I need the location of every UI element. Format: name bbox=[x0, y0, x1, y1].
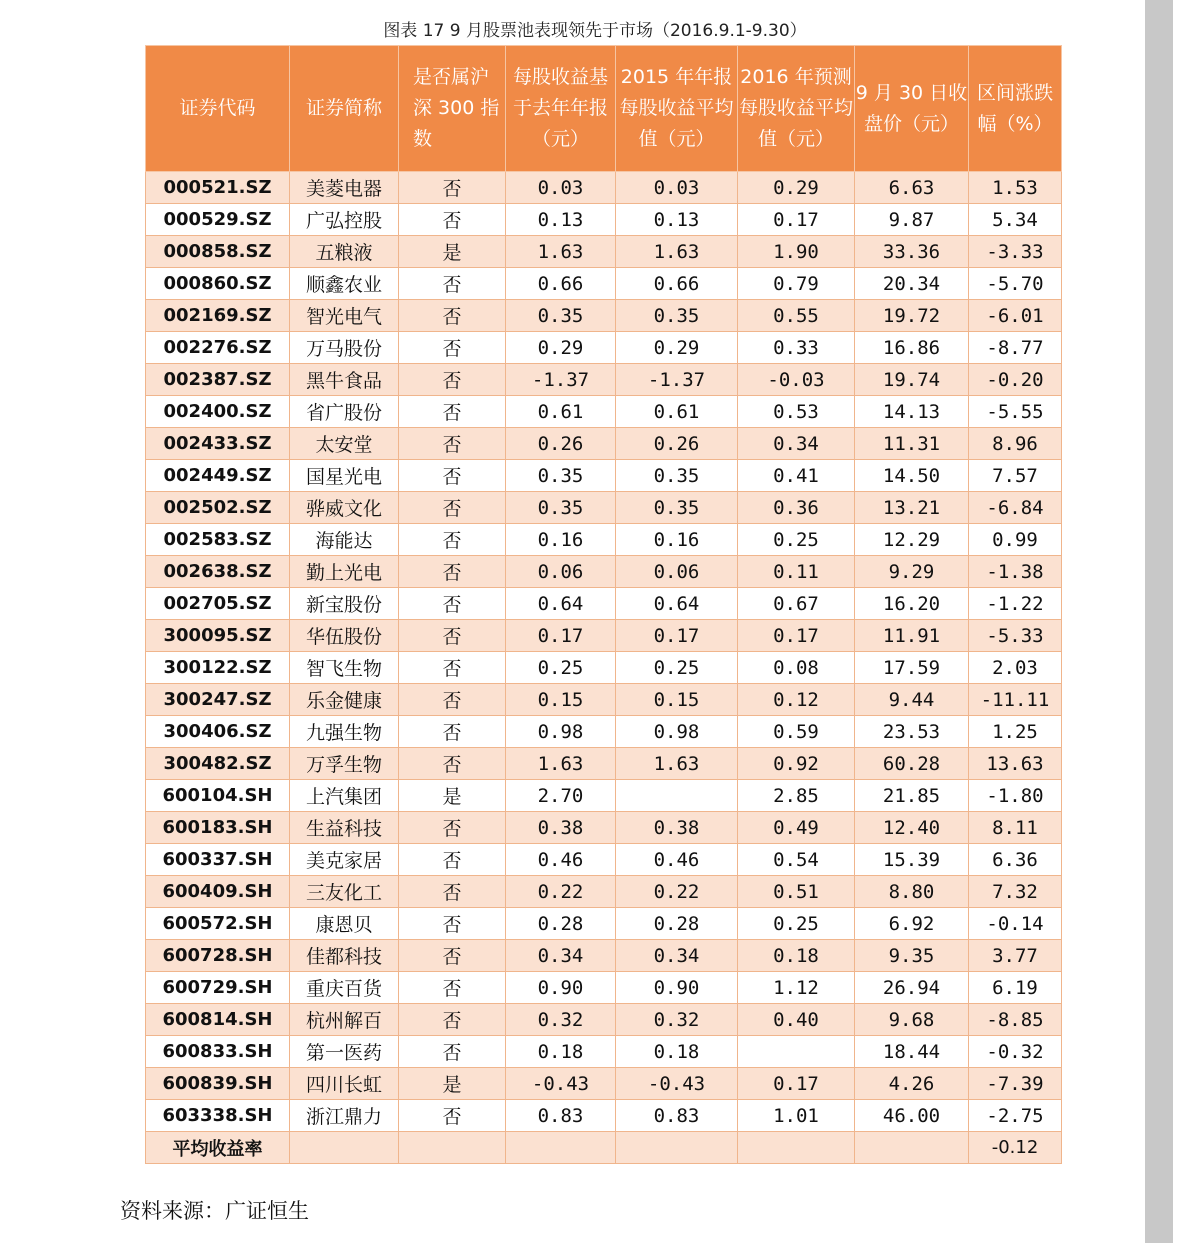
cell-eps-last-year: 0.38 bbox=[506, 812, 616, 844]
table-row bbox=[146, 876, 1062, 908]
cell-close-price: 60.28 bbox=[855, 748, 969, 780]
table-row bbox=[146, 972, 1062, 1004]
cell-code: 600337.SH bbox=[146, 844, 290, 876]
cell-change: 0.99 bbox=[969, 524, 1062, 556]
cell-name: 第一医药 bbox=[290, 1036, 399, 1068]
cell-eps-last-year: 0.17 bbox=[506, 620, 616, 652]
header-eps-last-year: 每股收益基于去年年报（元） bbox=[506, 46, 616, 172]
cell-close-price: 6.92 bbox=[855, 908, 969, 940]
cell-change: -8.77 bbox=[969, 332, 1062, 364]
cell-name: 万孚生物 bbox=[290, 748, 399, 780]
cell-eps-2016: 0.55 bbox=[738, 300, 855, 332]
cell-eps-2016: 0.79 bbox=[738, 268, 855, 300]
cell-eps-2015: 0.18 bbox=[616, 1036, 738, 1068]
header-close-price: 9 月 30 日收盘价（元） bbox=[855, 46, 969, 172]
table-row bbox=[146, 204, 1062, 236]
cell-code: 000858.SZ bbox=[146, 236, 290, 268]
cell-close-price: 18.44 bbox=[855, 1036, 969, 1068]
cell-name: 顺鑫农业 bbox=[290, 268, 399, 300]
cell-close-price: 16.20 bbox=[855, 588, 969, 620]
cell-name: 五粮液 bbox=[290, 236, 399, 268]
cell-eps-2015: -1.37 bbox=[616, 364, 738, 396]
table-row bbox=[146, 428, 1062, 460]
cell-change: -5.33 bbox=[969, 620, 1062, 652]
table-row bbox=[146, 556, 1062, 588]
table-row bbox=[146, 300, 1062, 332]
cell-eps-2015: 0.90 bbox=[616, 972, 738, 1004]
cell-eps-2015: 0.61 bbox=[616, 396, 738, 428]
table-row bbox=[146, 684, 1062, 716]
cell-close-price: 9.35 bbox=[855, 940, 969, 972]
cell-eps-last-year: 0.34 bbox=[506, 940, 616, 972]
average-value: -0.12 bbox=[969, 1132, 1062, 1164]
header-eps-2016: 2016 年预测每股收益平均值（元） bbox=[738, 46, 855, 172]
cell-eps-2016: 0.34 bbox=[738, 428, 855, 460]
header-hs300: 是否属沪 深 300 指数 bbox=[399, 46, 506, 172]
cell-close-price: 9.87 bbox=[855, 204, 969, 236]
cell-close-price: 14.50 bbox=[855, 460, 969, 492]
cell-hs300: 否 bbox=[399, 300, 506, 332]
cell-name: 太安堂 bbox=[290, 428, 399, 460]
cell-hs300: 否 bbox=[399, 716, 506, 748]
cell-hs300: 否 bbox=[399, 332, 506, 364]
cell-eps-2015: 0.26 bbox=[616, 428, 738, 460]
cell-eps-last-year: 0.03 bbox=[506, 172, 616, 204]
cell-eps-last-year: -1.37 bbox=[506, 364, 616, 396]
cell-code: 600839.SH bbox=[146, 1068, 290, 1100]
table-row bbox=[146, 236, 1062, 268]
table-row bbox=[146, 1068, 1062, 1100]
cell-eps-2015: 0.13 bbox=[616, 204, 738, 236]
cell-eps-2016: 0.08 bbox=[738, 652, 855, 684]
average-row bbox=[146, 1132, 1062, 1164]
scrollbar[interactable] bbox=[1145, 0, 1173, 1243]
table-row bbox=[146, 588, 1062, 620]
empty-cell bbox=[855, 1132, 969, 1164]
cell-eps-2016: 0.51 bbox=[738, 876, 855, 908]
cell-change: -11.11 bbox=[969, 684, 1062, 716]
table-row bbox=[146, 652, 1062, 684]
cell-code: 002169.SZ bbox=[146, 300, 290, 332]
cell-code: 002387.SZ bbox=[146, 364, 290, 396]
cell-code: 603338.SH bbox=[146, 1100, 290, 1132]
empty-cell bbox=[290, 1132, 399, 1164]
cell-hs300: 否 bbox=[399, 1004, 506, 1036]
cell-eps-2015: 0.03 bbox=[616, 172, 738, 204]
cell-eps-last-year: 1.63 bbox=[506, 236, 616, 268]
cell-name: 智飞生物 bbox=[290, 652, 399, 684]
cell-code: 002276.SZ bbox=[146, 332, 290, 364]
cell-name: 乐金健康 bbox=[290, 684, 399, 716]
cell-eps-2016: 2.85 bbox=[738, 780, 855, 812]
cell-close-price: 11.31 bbox=[855, 428, 969, 460]
cell-eps-last-year: 0.06 bbox=[506, 556, 616, 588]
cell-code: 600833.SH bbox=[146, 1036, 290, 1068]
cell-eps-last-year: 0.22 bbox=[506, 876, 616, 908]
cell-change: -7.39 bbox=[969, 1068, 1062, 1100]
cell-eps-2016: 0.41 bbox=[738, 460, 855, 492]
table-row bbox=[146, 780, 1062, 812]
table-row bbox=[146, 1100, 1062, 1132]
cell-eps-last-year: 0.98 bbox=[506, 716, 616, 748]
cell-eps-2016: 0.54 bbox=[738, 844, 855, 876]
cell-change: -5.70 bbox=[969, 268, 1062, 300]
cell-name: 骅威文化 bbox=[290, 492, 399, 524]
cell-change: 7.57 bbox=[969, 460, 1062, 492]
cell-code: 002638.SZ bbox=[146, 556, 290, 588]
cell-eps-2016: 0.33 bbox=[738, 332, 855, 364]
cell-eps-2016: 1.01 bbox=[738, 1100, 855, 1132]
cell-eps-last-year: 0.64 bbox=[506, 588, 616, 620]
cell-eps-2016: 0.92 bbox=[738, 748, 855, 780]
cell-name: 美菱电器 bbox=[290, 172, 399, 204]
cell-name: 国星光电 bbox=[290, 460, 399, 492]
cell-eps-2016: 0.53 bbox=[738, 396, 855, 428]
header-row bbox=[146, 46, 1062, 172]
cell-eps-2016: 1.90 bbox=[738, 236, 855, 268]
cell-eps-2016: -0.03 bbox=[738, 364, 855, 396]
cell-close-price: 9.68 bbox=[855, 1004, 969, 1036]
cell-close-price: 19.72 bbox=[855, 300, 969, 332]
table-row bbox=[146, 1036, 1062, 1068]
table-row bbox=[146, 268, 1062, 300]
cell-change: -2.75 bbox=[969, 1100, 1062, 1132]
cell-hs300: 否 bbox=[399, 556, 506, 588]
cell-eps-last-year: 0.35 bbox=[506, 460, 616, 492]
cell-eps-last-year: 0.13 bbox=[506, 204, 616, 236]
cell-name: 智光电气 bbox=[290, 300, 399, 332]
cell-change: 1.25 bbox=[969, 716, 1062, 748]
table-row bbox=[146, 364, 1062, 396]
cell-eps-last-year: 0.25 bbox=[506, 652, 616, 684]
cell-eps-last-year: 0.32 bbox=[506, 1004, 616, 1036]
cell-name: 浙江鼎力 bbox=[290, 1100, 399, 1132]
cell-hs300: 否 bbox=[399, 1036, 506, 1068]
cell-code: 600814.SH bbox=[146, 1004, 290, 1036]
cell-hs300: 否 bbox=[399, 972, 506, 1004]
cell-close-price: 46.00 bbox=[855, 1100, 969, 1132]
table-row bbox=[146, 940, 1062, 972]
cell-close-price: 21.85 bbox=[855, 780, 969, 812]
cell-close-price: 12.40 bbox=[855, 812, 969, 844]
cell-close-price: 14.13 bbox=[855, 396, 969, 428]
cell-eps-2015 bbox=[616, 780, 738, 812]
cell-hs300: 否 bbox=[399, 940, 506, 972]
cell-eps-2015: 0.98 bbox=[616, 716, 738, 748]
cell-name: 四川长虹 bbox=[290, 1068, 399, 1100]
cell-hs300: 否 bbox=[399, 428, 506, 460]
table-row bbox=[146, 172, 1062, 204]
cell-close-price: 17.59 bbox=[855, 652, 969, 684]
cell-eps-last-year: 0.35 bbox=[506, 300, 616, 332]
cell-eps-2015: 1.63 bbox=[616, 236, 738, 268]
cell-code: 002502.SZ bbox=[146, 492, 290, 524]
cell-eps-last-year: 0.46 bbox=[506, 844, 616, 876]
cell-change: 6.36 bbox=[969, 844, 1062, 876]
cell-change: -8.85 bbox=[969, 1004, 1062, 1036]
cell-change: -0.20 bbox=[969, 364, 1062, 396]
cell-close-price: 4.26 bbox=[855, 1068, 969, 1100]
cell-eps-last-year: 0.28 bbox=[506, 908, 616, 940]
header-eps-2015: 2015 年年报每股收益平均值（元） bbox=[616, 46, 738, 172]
empty-cell bbox=[399, 1132, 506, 1164]
cell-eps-last-year: -0.43 bbox=[506, 1068, 616, 1100]
cell-eps-2015: 0.66 bbox=[616, 268, 738, 300]
cell-close-price: 33.36 bbox=[855, 236, 969, 268]
table-body bbox=[146, 172, 1062, 1164]
table-row bbox=[146, 460, 1062, 492]
cell-eps-2015: 0.29 bbox=[616, 332, 738, 364]
cell-name: 万马股份 bbox=[290, 332, 399, 364]
header-name: 证券简称 bbox=[290, 46, 399, 172]
cell-name: 新宝股份 bbox=[290, 588, 399, 620]
cell-eps-last-year: 0.61 bbox=[506, 396, 616, 428]
cell-code: 002400.SZ bbox=[146, 396, 290, 428]
cell-name: 杭州解百 bbox=[290, 1004, 399, 1036]
cell-close-price: 20.34 bbox=[855, 268, 969, 300]
cell-close-price: 8.80 bbox=[855, 876, 969, 908]
cell-eps-2015: 0.64 bbox=[616, 588, 738, 620]
cell-eps-2016: 0.36 bbox=[738, 492, 855, 524]
cell-code: 300095.SZ bbox=[146, 620, 290, 652]
cell-name: 生益科技 bbox=[290, 812, 399, 844]
cell-hs300: 否 bbox=[399, 684, 506, 716]
cell-eps-2015: 0.35 bbox=[616, 460, 738, 492]
cell-eps-2016: 0.17 bbox=[738, 620, 855, 652]
cell-code: 002583.SZ bbox=[146, 524, 290, 556]
cell-code: 000860.SZ bbox=[146, 268, 290, 300]
cell-hs300: 是 bbox=[399, 236, 506, 268]
table-caption: 图表 17 9 月股票池表现领先于市场（2016.9.1-9.30） bbox=[383, 21, 807, 41]
cell-hs300: 否 bbox=[399, 204, 506, 236]
table-row bbox=[146, 492, 1062, 524]
cell-eps-2015: 0.15 bbox=[616, 684, 738, 716]
header-code: 证券代码 bbox=[146, 46, 290, 172]
cell-code: 600729.SH bbox=[146, 972, 290, 1004]
cell-eps-2015: 0.25 bbox=[616, 652, 738, 684]
cell-hs300: 否 bbox=[399, 492, 506, 524]
cell-change: -6.84 bbox=[969, 492, 1062, 524]
cell-eps-last-year: 0.18 bbox=[506, 1036, 616, 1068]
cell-close-price: 12.29 bbox=[855, 524, 969, 556]
cell-change: 2.03 bbox=[969, 652, 1062, 684]
cell-code: 600183.SH bbox=[146, 812, 290, 844]
cell-change: -1.80 bbox=[969, 780, 1062, 812]
cell-change: 8.11 bbox=[969, 812, 1062, 844]
cell-change: 3.77 bbox=[969, 940, 1062, 972]
cell-eps-last-year: 0.66 bbox=[506, 268, 616, 300]
cell-hs300: 否 bbox=[399, 364, 506, 396]
cell-hs300: 是 bbox=[399, 780, 506, 812]
cell-hs300: 否 bbox=[399, 172, 506, 204]
cell-hs300: 否 bbox=[399, 812, 506, 844]
cell-eps-2015: -0.43 bbox=[616, 1068, 738, 1100]
table-row bbox=[146, 332, 1062, 364]
table-row bbox=[146, 396, 1062, 428]
cell-change: -3.33 bbox=[969, 236, 1062, 268]
cell-eps-2015: 0.16 bbox=[616, 524, 738, 556]
cell-eps-last-year: 0.35 bbox=[506, 492, 616, 524]
cell-hs300: 否 bbox=[399, 524, 506, 556]
cell-hs300: 否 bbox=[399, 268, 506, 300]
cell-change: -0.14 bbox=[969, 908, 1062, 940]
cell-hs300: 否 bbox=[399, 652, 506, 684]
cell-change: -1.38 bbox=[969, 556, 1062, 588]
cell-eps-2016: 0.11 bbox=[738, 556, 855, 588]
cell-hs300: 否 bbox=[399, 844, 506, 876]
cell-hs300: 否 bbox=[399, 876, 506, 908]
cell-code: 600572.SH bbox=[146, 908, 290, 940]
cell-eps-2015: 0.38 bbox=[616, 812, 738, 844]
cell-close-price: 13.21 bbox=[855, 492, 969, 524]
cell-change: 7.32 bbox=[969, 876, 1062, 908]
cell-name: 勤上光电 bbox=[290, 556, 399, 588]
cell-eps-2015: 1.63 bbox=[616, 748, 738, 780]
cell-name: 美克家居 bbox=[290, 844, 399, 876]
cell-eps-2016: 0.12 bbox=[738, 684, 855, 716]
cell-hs300: 是 bbox=[399, 1068, 506, 1100]
cell-eps-2015: 0.35 bbox=[616, 300, 738, 332]
cell-eps-2015: 0.34 bbox=[616, 940, 738, 972]
cell-hs300: 否 bbox=[399, 908, 506, 940]
cell-code: 300247.SZ bbox=[146, 684, 290, 716]
cell-eps-2016: 0.18 bbox=[738, 940, 855, 972]
cell-eps-2015: 0.35 bbox=[616, 492, 738, 524]
cell-eps-2016: 0.29 bbox=[738, 172, 855, 204]
cell-close-price: 9.29 bbox=[855, 556, 969, 588]
cell-name: 省广股份 bbox=[290, 396, 399, 428]
cell-eps-last-year: 2.70 bbox=[506, 780, 616, 812]
cell-hs300: 否 bbox=[399, 460, 506, 492]
cell-close-price: 26.94 bbox=[855, 972, 969, 1004]
cell-change: 6.19 bbox=[969, 972, 1062, 1004]
cell-name: 华伍股份 bbox=[290, 620, 399, 652]
cell-eps-2015: 0.17 bbox=[616, 620, 738, 652]
cell-change: -1.22 bbox=[969, 588, 1062, 620]
table-row bbox=[146, 620, 1062, 652]
cell-eps-last-year: 1.63 bbox=[506, 748, 616, 780]
cell-eps-2015: 0.22 bbox=[616, 876, 738, 908]
cell-code: 300482.SZ bbox=[146, 748, 290, 780]
cell-close-price: 15.39 bbox=[855, 844, 969, 876]
cell-eps-2016: 0.17 bbox=[738, 1068, 855, 1100]
cell-eps-2016: 0.25 bbox=[738, 524, 855, 556]
cell-code: 600409.SH bbox=[146, 876, 290, 908]
cell-eps-last-year: 0.16 bbox=[506, 524, 616, 556]
cell-close-price: 16.86 bbox=[855, 332, 969, 364]
cell-close-price: 9.44 bbox=[855, 684, 969, 716]
table-row bbox=[146, 812, 1062, 844]
cell-eps-2015: 0.28 bbox=[616, 908, 738, 940]
table-row bbox=[146, 844, 1062, 876]
cell-eps-2015: 0.46 bbox=[616, 844, 738, 876]
table-row bbox=[146, 748, 1062, 780]
cell-eps-2015: 0.32 bbox=[616, 1004, 738, 1036]
cell-eps-2016: 0.59 bbox=[738, 716, 855, 748]
cell-close-price: 23.53 bbox=[855, 716, 969, 748]
cell-change: -5.55 bbox=[969, 396, 1062, 428]
cell-eps-last-year: 0.15 bbox=[506, 684, 616, 716]
table-row bbox=[146, 908, 1062, 940]
cell-code: 300406.SZ bbox=[146, 716, 290, 748]
cell-name: 康恩贝 bbox=[290, 908, 399, 940]
cell-code: 002449.SZ bbox=[146, 460, 290, 492]
cell-hs300: 否 bbox=[399, 396, 506, 428]
cell-eps-last-year: 0.26 bbox=[506, 428, 616, 460]
cell-name: 九强生物 bbox=[290, 716, 399, 748]
source-note: 资料来源：广证恒生 bbox=[120, 1199, 309, 1223]
header-change: 区间涨跌幅（%） bbox=[969, 46, 1062, 172]
cell-code: 000529.SZ bbox=[146, 204, 290, 236]
cell-name: 广弘控股 bbox=[290, 204, 399, 236]
table-row bbox=[146, 716, 1062, 748]
cell-eps-2016: 0.25 bbox=[738, 908, 855, 940]
empty-cell bbox=[738, 1132, 855, 1164]
cell-close-price: 11.91 bbox=[855, 620, 969, 652]
cell-close-price: 19.74 bbox=[855, 364, 969, 396]
cell-change: 8.96 bbox=[969, 428, 1062, 460]
cell-code: 600104.SH bbox=[146, 780, 290, 812]
cell-eps-2016: 1.12 bbox=[738, 972, 855, 1004]
cell-hs300: 否 bbox=[399, 588, 506, 620]
cell-code: 300122.SZ bbox=[146, 652, 290, 684]
empty-cell bbox=[616, 1132, 738, 1164]
cell-change: -6.01 bbox=[969, 300, 1062, 332]
cell-eps-2015: 0.06 bbox=[616, 556, 738, 588]
stock-pool-table bbox=[145, 45, 1062, 1164]
cell-close-price: 6.63 bbox=[855, 172, 969, 204]
empty-cell bbox=[506, 1132, 616, 1164]
cell-name: 重庆百货 bbox=[290, 972, 399, 1004]
cell-code: 000521.SZ bbox=[146, 172, 290, 204]
cell-change: -0.32 bbox=[969, 1036, 1062, 1068]
cell-eps-2016: 0.49 bbox=[738, 812, 855, 844]
cell-change: 13.63 bbox=[969, 748, 1062, 780]
cell-eps-last-year: 0.29 bbox=[506, 332, 616, 364]
cell-change: 5.34 bbox=[969, 204, 1062, 236]
cell-name: 三友化工 bbox=[290, 876, 399, 908]
cell-name: 黑牛食品 bbox=[290, 364, 399, 396]
cell-name: 上汽集团 bbox=[290, 780, 399, 812]
cell-code: 600728.SH bbox=[146, 940, 290, 972]
cell-name: 海能达 bbox=[290, 524, 399, 556]
cell-hs300: 否 bbox=[399, 748, 506, 780]
cell-eps-2016: 0.67 bbox=[738, 588, 855, 620]
cell-eps-2016 bbox=[738, 1036, 855, 1068]
cell-eps-2015: 0.83 bbox=[616, 1100, 738, 1132]
average-label: 平均收益率 bbox=[146, 1132, 290, 1164]
cell-eps-last-year: 0.90 bbox=[506, 972, 616, 1004]
cell-eps-2016: 0.17 bbox=[738, 204, 855, 236]
table-row bbox=[146, 524, 1062, 556]
cell-eps-2016: 0.40 bbox=[738, 1004, 855, 1036]
cell-hs300: 否 bbox=[399, 620, 506, 652]
cell-code: 002705.SZ bbox=[146, 588, 290, 620]
cell-hs300: 否 bbox=[399, 1100, 506, 1132]
cell-name: 佳都科技 bbox=[290, 940, 399, 972]
cell-change: 1.53 bbox=[969, 172, 1062, 204]
cell-eps-last-year: 0.83 bbox=[506, 1100, 616, 1132]
table-row bbox=[146, 1004, 1062, 1036]
cell-code: 002433.SZ bbox=[146, 428, 290, 460]
